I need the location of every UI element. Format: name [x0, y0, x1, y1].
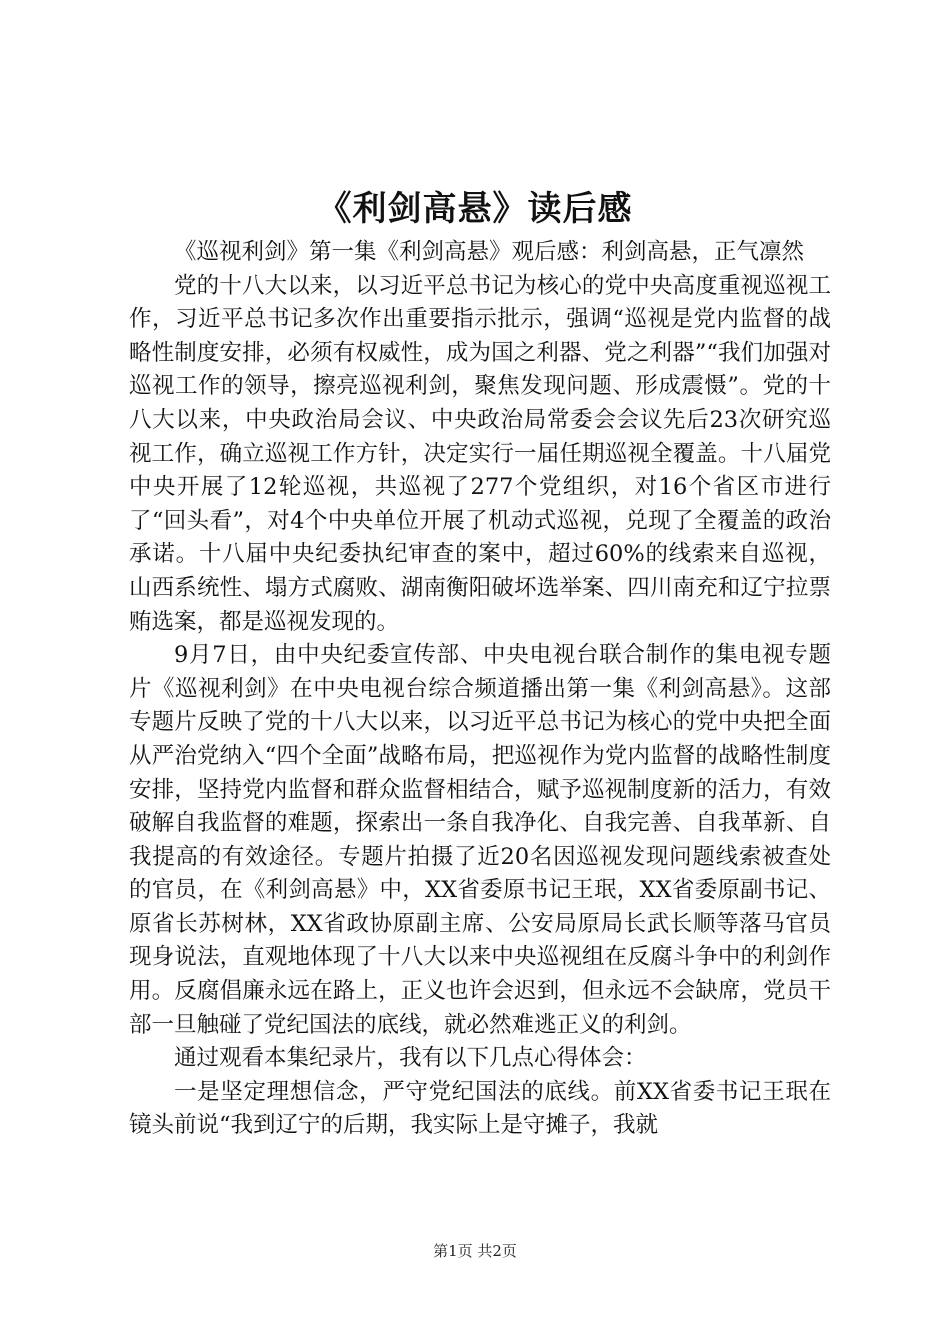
document-title: 《利剑高悬》读后感: [317, 189, 633, 229]
page-number-footer: 第1页 共2页: [433, 1242, 517, 1260]
paragraph: 通过观看本集纪录片，我有以下几点心得体会：: [174, 1045, 647, 1072]
document-body: [129, 236, 831, 1143]
paragraph-subtitle: 《巡视利剑》第一集《利剑高悬》观后感：利剑高悬，正气凛然: [174, 239, 805, 265]
paragraph: 一是坚定理想信念，严守党纪国法的底线。前XX省委书记王珉在镜头前说“我到辽宁的后期，我实际上是守摊子，我就: [129, 1078, 831, 1139]
paragraph: 9月7日，由中央纪委宣传部、中央电视台联合制作的集电视专题片《巡视利剑》在中央电视台综合频道播出第一集《利剑高悬》。这部专题片反映了党的十八大以来，以习近平总书记为核心的党中央把全面从严治党纳入“四个全面”战略布局，把巡视作为党内监督的战略性制度安排，坚持党内监督和群众监督相结合，赋予巡视制度新的活力，有效破解自我监督的难题，探索出一条自我净化、自我完善、自我革新、自我提高的有效途径。专题片拍摄了近20名因巡视发现问题线索被查处的官员，在《利剑高悬》中，XX省委原书记王珉，XX省委原副书记、原省长苏树林，XX省政协原副主席、公安局原局长武长顺等落马官员现身说法，直观地体现了十八大以来中央巡视组在反腐斗争中的利剑作用。反腐倡廉永远在路上，正义也许会迟到，但永远不会缺席，党员干部一旦触碰了党纪国法的底线，就必然难逃正义的利剑。: [129, 642, 831, 1038]
paragraph: 党的十八大以来，以习近平总书记为核心的党中央高度重视巡视工作，习近平总书记多次作出重要指示批示，强调“巡视是党内监督的战略性制度安排，必须有权威性，成为国之利器、党之利器”“我们加强对巡视工作的领导，擦亮巡视利剑，聚焦发现问题、形成震慑”。党的十八大以来，中央政治局会议、中央政治局常委会会议先后23次研究巡视工作，确立巡视工作方针，决定实行一届任期巡视全覆盖。十八届党中央开展了12轮巡视，共巡视了277个党组织，对16个省区市进行了“回头看”，对4个中央单位开展了机动式巡视，兑现了全覆盖的政治承诺。十八届中央纪委执纪审查的案中，超过60%的线索来自巡视，山西系统性、塌方式腐败、湖南衡阳破坏选举案、四川南充和辽宁拉票贿选案，都是巡视发现的。: [129, 272, 831, 635]
